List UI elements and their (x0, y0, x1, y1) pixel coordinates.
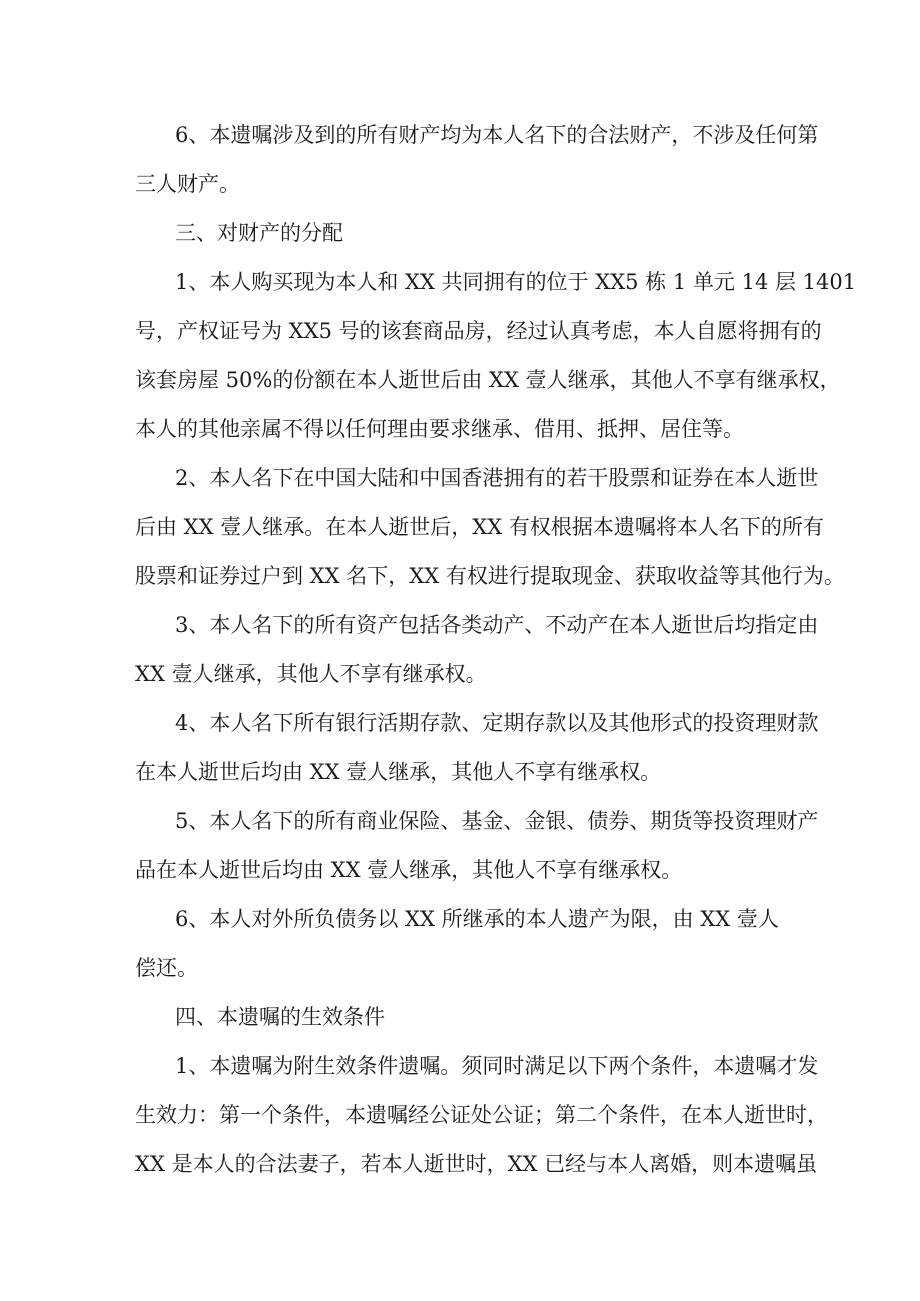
paragraph-line: 生效力：第一个条件，本遗嘱经公证处公证；第二个条件，在本人逝世时， (135, 1103, 828, 1127)
paragraph-line: 1、本遗嘱为附生效条件遗嘱。须同时满足以下两个条件，本遗嘱才发 (175, 1054, 819, 1078)
paragraph-line: 号，产权证号为 XX5 号的该套商品房，经过认真考虑，本人自愿将拥有的 (135, 319, 822, 343)
paragraph-line: 6、本人对外所负债务以 XX 所继承的本人遗产为限，由 XX 壹人 (175, 907, 779, 931)
paragraph-line: 1、本人购买现为本人和 XX 共同拥有的位于 XX5 栋 1 单元 14 层 1401 (175, 270, 857, 294)
paragraph-line: 6、本遗嘱涉及到的所有财产均为本人名下的合法财产，不涉及任何第 (175, 123, 819, 147)
paragraph-line: 在本人逝世后均由 XX 壹人继承，其他人不享有继承权。 (135, 760, 662, 784)
section-heading: 三、对财产的分配 (175, 221, 343, 245)
section-heading: 四、本遗嘱的生效条件 (175, 1005, 385, 1029)
paragraph-line: 本人的其他亲属不得以任何理由要求继承、借用、抵押、居住等。 (135, 417, 744, 441)
paragraph-line: XX 是本人的合法妻子，若本人逝世时，XX 已经与本人离婚，则本遗嘱虽 (135, 1152, 818, 1176)
paragraph-line: XX 壹人继承，其他人不享有继承权。 (135, 662, 487, 686)
paragraph-line: 5、本人名下的所有商业保险、基金、金银、债券、期货等投资理财产 (175, 809, 819, 833)
paragraph-line: 三人财产。 (135, 172, 240, 196)
paragraph-line: 偿还。 (135, 956, 198, 980)
paragraph-line: 该套房屋 50%的份额在本人逝世后由 XX 壹人继承，其他人不享有继承权， (135, 368, 841, 392)
paragraph-line: 股票和证券过户到 XX 名下，XX 有权进行提取现金、获取收益等其他行为。 (135, 564, 845, 588)
paragraph-line: 2、本人名下在中国大陆和中国香港拥有的若干股票和证券在本人逝世 (175, 466, 819, 490)
paragraph-line: 品在本人逝世后均由 XX 壹人继承，其他人不享有继承权。 (135, 858, 683, 882)
paragraph-line: 4、本人名下所有银行活期存款、定期存款以及其他形式的投资理财款 (175, 711, 819, 735)
paragraph-line: 后由 XX 壹人继承。在本人逝世后，XX 有权根据本遗嘱将本人名下的所有 (135, 515, 824, 539)
paragraph-line: 3、本人名下的所有资产包括各类动产、不动产在本人逝世后均指定由 (175, 613, 819, 637)
